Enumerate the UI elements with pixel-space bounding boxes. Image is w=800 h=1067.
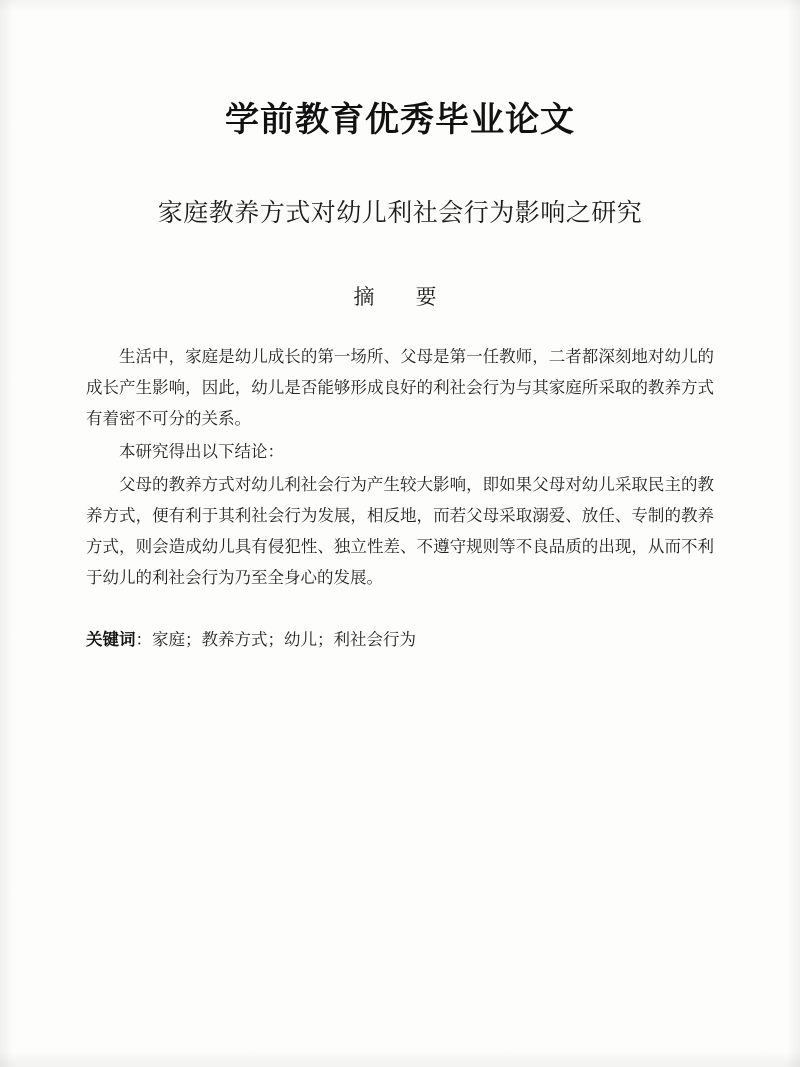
abstract-paragraph: 父母的教养方式对幼儿利社会行为产生较大影响，即如果父母对幼儿采取民主的教养方式，便有利于其利社会行为发展，相反地，而若父母采取溺爱、放任、专制的教养方式，则会造成幼儿具有侵犯性、独立性差、不遵守规则等不良品质的出现，从而不利于幼儿的利社会行为乃至全身心的发展。 bbox=[86, 475, 714, 587]
abstract-body bbox=[86, 341, 714, 593]
abstract-heading: 摘 要 bbox=[353, 286, 447, 309]
document-content bbox=[86, 0, 714, 655]
abstract-paragraph: 本研究得出以下结论： bbox=[119, 442, 284, 461]
keywords-line bbox=[86, 625, 714, 655]
document-subtitle: 家庭教养方式对幼儿利社会行为影响之研究 bbox=[157, 199, 643, 227]
abstract-paragraph: 生活中，家庭是幼儿成长的第一场所、父母是第一任教师，二者都深刻地对幼儿的成长产生影响，因此，幼儿是否能够形成良好的利社会行为与其家庭所采取的教养方式有着密不可分的关系。 bbox=[86, 347, 714, 428]
keywords-value: ：家庭；教养方式；幼儿；利社会行为 bbox=[135, 630, 416, 649]
keywords-label: 关键词 bbox=[86, 631, 136, 649]
page-title: 学前教育优秀毕业论文 bbox=[225, 101, 575, 139]
